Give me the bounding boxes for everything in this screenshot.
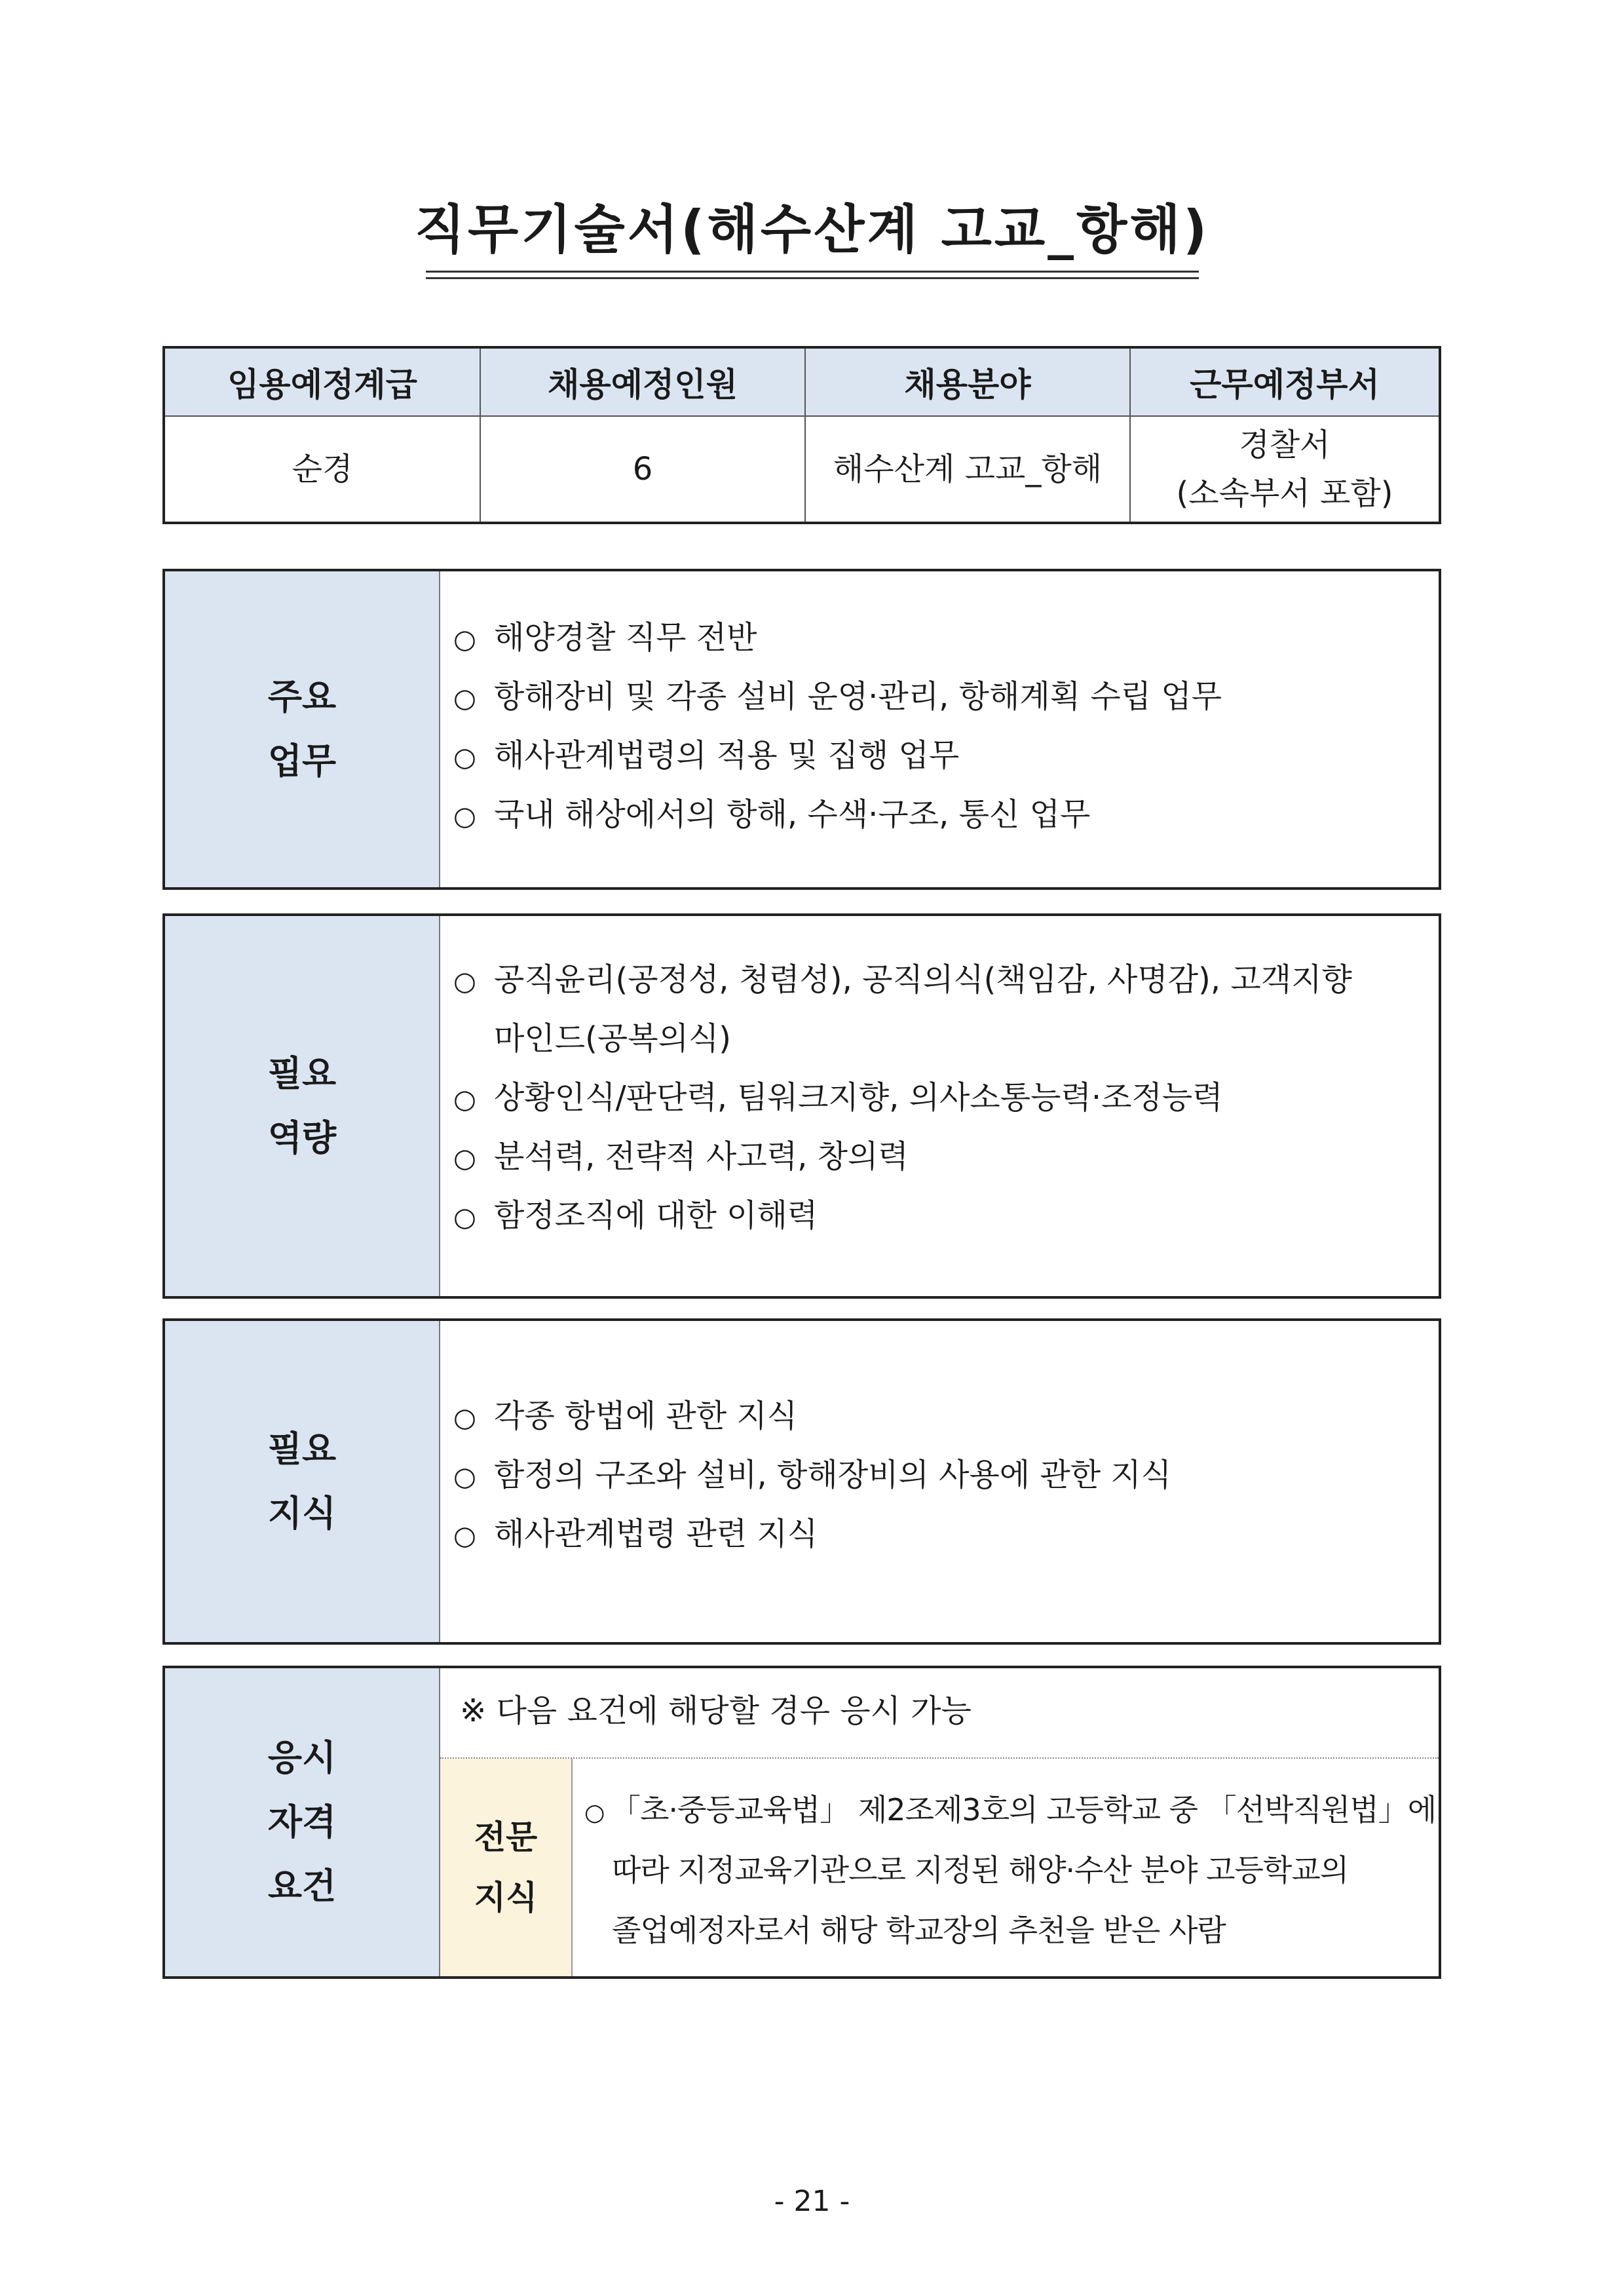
knowledge-label-cell — [165, 1321, 440, 1642]
page-title: 직무기술서(해수산계 고교_항해) — [414, 199, 1210, 260]
bullet-icon: ○ — [453, 1084, 476, 1115]
value-field: 해수산계 고교_항해 — [805, 416, 1130, 523]
list-item: ○ 각종 항법에 관한 지식 — [453, 1387, 1432, 1447]
header-field: 채용분야 — [805, 347, 1130, 416]
duties-section — [162, 569, 1441, 890]
competencies-content — [440, 916, 1439, 1296]
knowledge-content — [440, 1321, 1439, 1642]
title-underline — [426, 271, 1199, 273]
list-item: ○ 함정의 구조와 설비, 항해장비의 사용에 관한 지식 — [453, 1445, 1432, 1506]
value-count: 6 — [480, 416, 805, 523]
header-rank: 임용예정계급 — [164, 347, 480, 416]
competencies-label: 필요 역량 — [267, 1053, 337, 1158]
header-department: 근무예정부서 — [1130, 347, 1440, 416]
dotted-divider — [440, 1757, 1439, 1759]
eligibility-section — [162, 1666, 1441, 1979]
list-item: ○ 국내 해상에서의 항해, 수색·구조, 통신 업무 — [453, 785, 1432, 846]
list-item: ○ 항해장비 및 각종 설비 운영·관리, 항해계획 수립 업무 — [453, 667, 1432, 728]
eligibility-content — [440, 1668, 1439, 1976]
list-item: ○ 함정조직에 대한 이해력 — [453, 1186, 1432, 1247]
value-rank: 순경 — [164, 416, 480, 523]
bullet-icon: ○ — [453, 801, 476, 832]
list-item: ○ 해사관계법령 관련 지식 — [453, 1504, 1432, 1565]
list-item: ○ 분석력, 전략적 사고력, 창의력 — [453, 1127, 1432, 1188]
bullet-icon: ○ — [453, 683, 476, 714]
bullet-icon: ○ — [453, 966, 476, 997]
value-department: 경찰서 (소속부서 포함) — [1130, 416, 1440, 523]
list-item: ○ 상황인식/판단력, 팀워크지향, 의사소통능력·조정능력 — [453, 1068, 1432, 1129]
duties-label: 주요 업무 — [267, 676, 337, 782]
bullet-icon: ○ — [453, 624, 476, 655]
requirement-line: 졸업예정자로서 해당 학교장의 추천을 받은 사람 — [612, 1913, 1226, 1948]
requirement-line: 따라 지정교육기관으로 지정된 해양·수산 분야 고등학교의 — [612, 1852, 1349, 1888]
list-item: ○ 해양경찰 직무 전반 — [453, 608, 1432, 669]
bullet-icon: ○ — [453, 742, 476, 773]
eligibility-label-cell — [165, 1668, 440, 1976]
eligibility-note: ※ 다음 요건에 해당할 경우 응시 가능 — [460, 1693, 972, 1729]
competencies-section — [162, 913, 1441, 1299]
bullet-icon: ○ — [453, 1462, 476, 1492]
eligibility-label: 응시 자격 요건 — [267, 1737, 337, 1907]
title-underline-second — [426, 277, 1199, 279]
bullet-icon: ○ — [453, 1143, 476, 1174]
specialty-label: 전문 지식 — [474, 1818, 538, 1917]
specialty-label-cell — [440, 1759, 573, 1976]
list-item-continuation: 마인드(공복의식) — [494, 1020, 732, 1057]
requirement-line: ○ 「초·중등교육법」 제2조제3호의 고등학교 중 「선박직원법」에 — [584, 1780, 1435, 1843]
bullet-icon: ○ — [453, 1202, 476, 1233]
list-item: ○ 공직윤리(공정성, 청렴성), 공직의식(책임감, 사명감), 고객지향 — [453, 950, 1432, 1011]
bullet-icon: ○ — [584, 1799, 605, 1826]
page-number: - 21 - — [774, 2185, 850, 2218]
duties-content — [440, 571, 1439, 887]
bullet-icon: ○ — [453, 1403, 476, 1433]
competencies-label-cell — [165, 916, 440, 1296]
duties-label-cell — [165, 571, 440, 887]
header-count: 채용예정인원 — [480, 347, 805, 416]
list-item: ○ 해사관계법령의 적용 및 집행 업무 — [453, 726, 1432, 787]
knowledge-label: 필요 지식 — [267, 1428, 337, 1534]
bullet-icon: ○ — [453, 1521, 476, 1551]
recruitment-info-table — [162, 346, 1441, 524]
knowledge-section — [162, 1318, 1441, 1645]
